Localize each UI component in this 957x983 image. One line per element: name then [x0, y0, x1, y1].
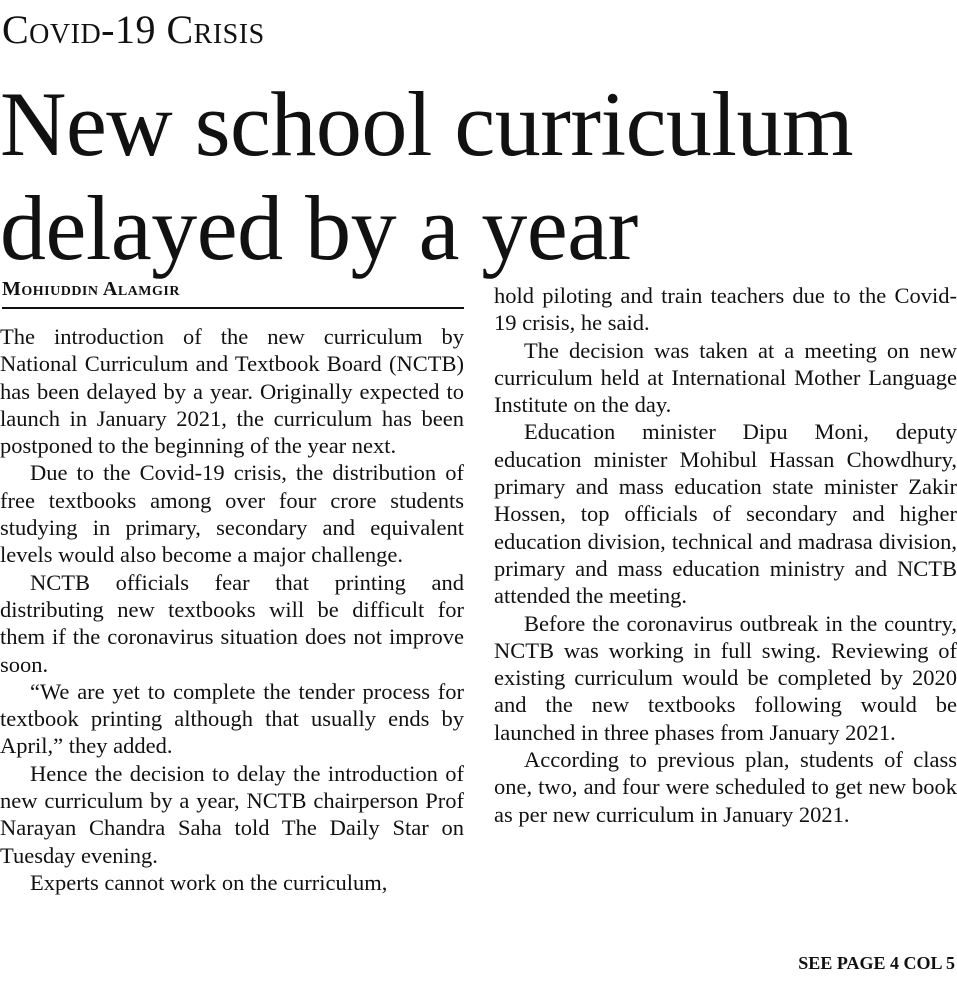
continuation-jump-line: SEE PAGE 4 COL 5: [798, 953, 955, 973]
headline-line-1: New school curriculum: [0, 73, 854, 175]
headline: [0, 72, 957, 280]
paragraph: Hence the decision to delay the introduction of new curriculum by a year, NCTB chairperson Prof Narayan Chandra Saha told The Daily Star on Tuesday evening.: [0, 760, 464, 868]
paragraph: According to previous plan, students of class one, two, and four were scheduled to get new book as per new curriculum in January 2021.: [494, 747, 957, 827]
paragraph: Due to the Covid-19 crisis, the distribution of free textbooks among over four crore students studying in primary, secondary and equivalent levels would also become a major challenge.: [0, 460, 464, 568]
byline: Mohiuddin Alamgir: [2, 277, 464, 309]
headline-line-2: delayed by a year: [0, 177, 638, 279]
paragraph: hold piloting and train teachers due to the Covid-19 crisis, he said.: [494, 283, 957, 336]
section-kicker: Covid-19 Crisis: [2, 7, 265, 52]
paragraph: The decision was taken at a meeting on new curriculum held at International Mother Language Institute on the day.: [494, 337, 957, 418]
article-column-right: [494, 282, 957, 944]
paragraph: NCTB officials fear that printing and distributing new textbooks will be difficult for them if the coronavirus situation does not improve soon.: [0, 569, 464, 677]
paragraph: The introduction of the new curriculum by National Curriculum and Textbook Board (NCTB) has been delayed by a year. Originally expected to launch in January 2021, the curriculum has been postponed to the beginning of the year next.: [0, 324, 464, 459]
paragraph: Experts cannot work on the curriculum,: [30, 869, 388, 895]
paragraph: “We are yet to complete the tender process for textbook printing although that usually ends by April,” they added.: [0, 678, 464, 759]
paragraph: Before the coronavirus outbreak in the country, NCTB was working in full swing. Reviewing of existing curriculum would be completed by 2020 and the new textbooks following would be launched in three phases from January 2021.: [494, 610, 957, 745]
paragraph: Education minister Dipu Moni, deputy education minister Mohibul Hassan Chowdhury, primary and mass education state minister Zakir Hossen, top officials of secondary and higher education division, technical and madrasa division, primary and mass education ministry and NCTB attended the meeting.: [494, 419, 957, 609]
article-column-left: [0, 323, 464, 983]
